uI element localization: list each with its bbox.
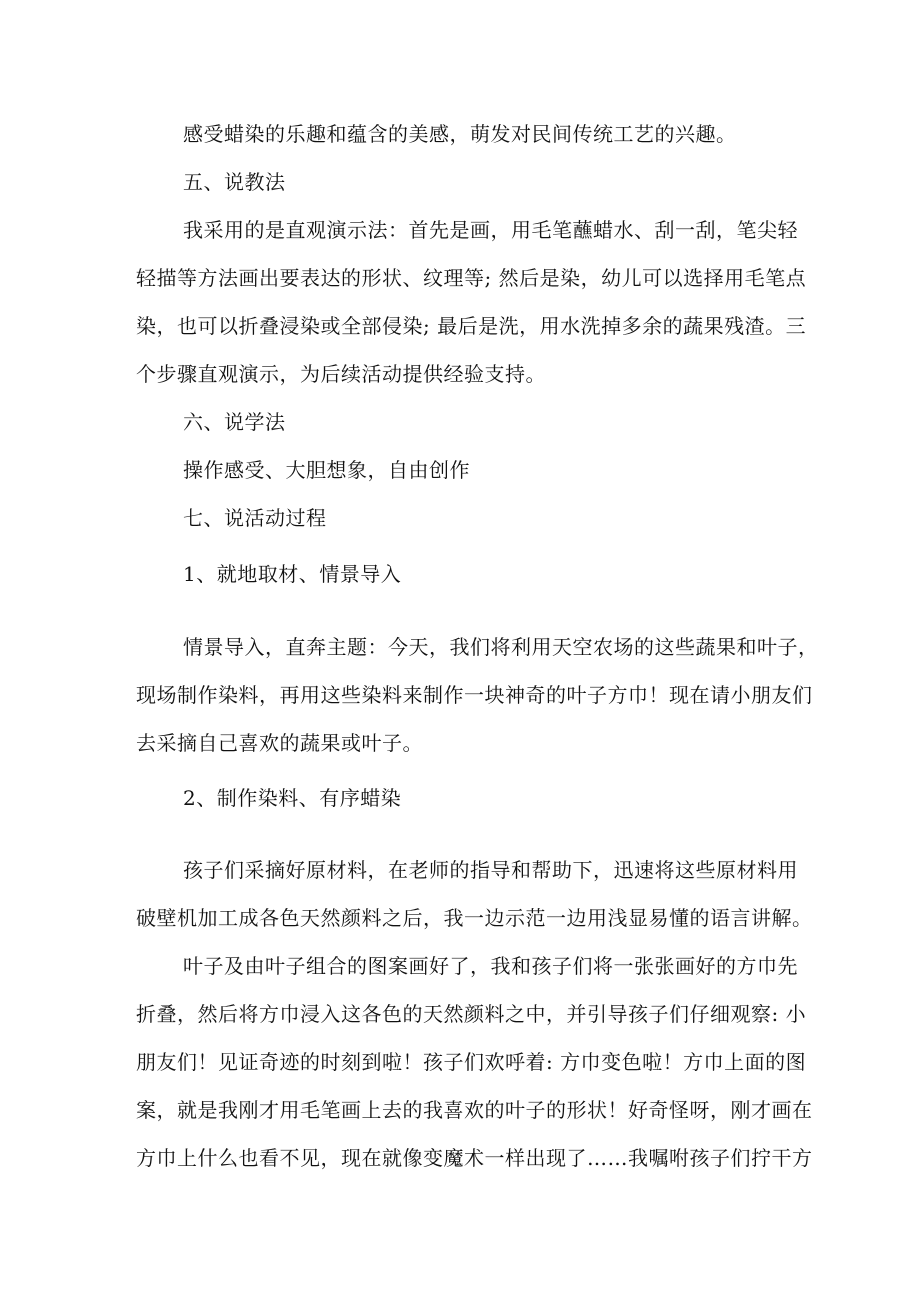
paragraph-line: 去采摘自己喜欢的蔬果或叶子。 [136,731,423,755]
paragraph-line: 个步骤直观演示，为后续活动提供经验支持。 [136,362,546,386]
subsection-heading: 2、制作染料、有序蜡染 [183,786,402,810]
subsection-heading: 1、就地取材、情景导入 [183,562,402,586]
paragraph-line: 案，就是我刚才用毛笔画上去的我喜欢的叶子的形状！好奇怪呀，刚才画在 [136,1098,813,1122]
paragraph-line: 孩子们采摘好原材料，在老师的指导和帮助下，迅速将这些原材料用 [183,858,798,882]
paragraph-line: 轻描等方法画出要表达的形状、纹理等; 然后是染，幼儿可以选择用毛笔点 [136,266,807,290]
section-heading: 七、说活动过程 [183,506,327,530]
paragraph-line: 染，也可以折叠浸染或全部侵染; 最后是洗，用水洗掉多余的蔬果残渣。三 [136,314,807,338]
paragraph-line: 破壁机加工成各色天然颜料之后，我一边示范一边用浅显易懂的语言讲解。 [136,906,813,930]
paragraph-line: 叶子及由叶子组合的图案画好了，我和孩子们将一张张画好的方巾先 [183,954,798,978]
paragraph-line: 感受蜡染的乐趣和蕴含的美感，萌发对民间传统工艺的兴趣。 [183,122,737,146]
paragraph-line: 方巾上什么也看不见，现在就像变魔术一样出现了……我嘱咐孩子们拧干方 [136,1146,813,1170]
paragraph-line: 现场制作染料，再用这些染料来制作一块神奇的叶子方巾！现在请小朋友们 [136,683,813,707]
paragraph-line: 朋友们！见证奇迹的时刻到啦！孩子们欢呼着: 方巾变色啦！方巾上面的图 [136,1050,807,1074]
paragraph-line: 情景导入，直奔主题：今天，我们将利用天空农场的这些蔬果和叶子， [183,635,819,659]
paragraph-line: 操作感受、大胆想象，自由创作 [183,458,470,482]
paragraph-line: 我采用的是直观演示法：首先是画，用毛笔蘸蜡水、刮一刮，笔尖轻 [183,218,798,242]
section-heading: 六、说学法 [183,410,286,434]
paragraph-line: 折叠，然后将方巾浸入这各色的天然颜料之中，并引导孩子们仔细观察: 小 [136,1002,807,1026]
section-heading: 五、说教法 [183,170,286,194]
